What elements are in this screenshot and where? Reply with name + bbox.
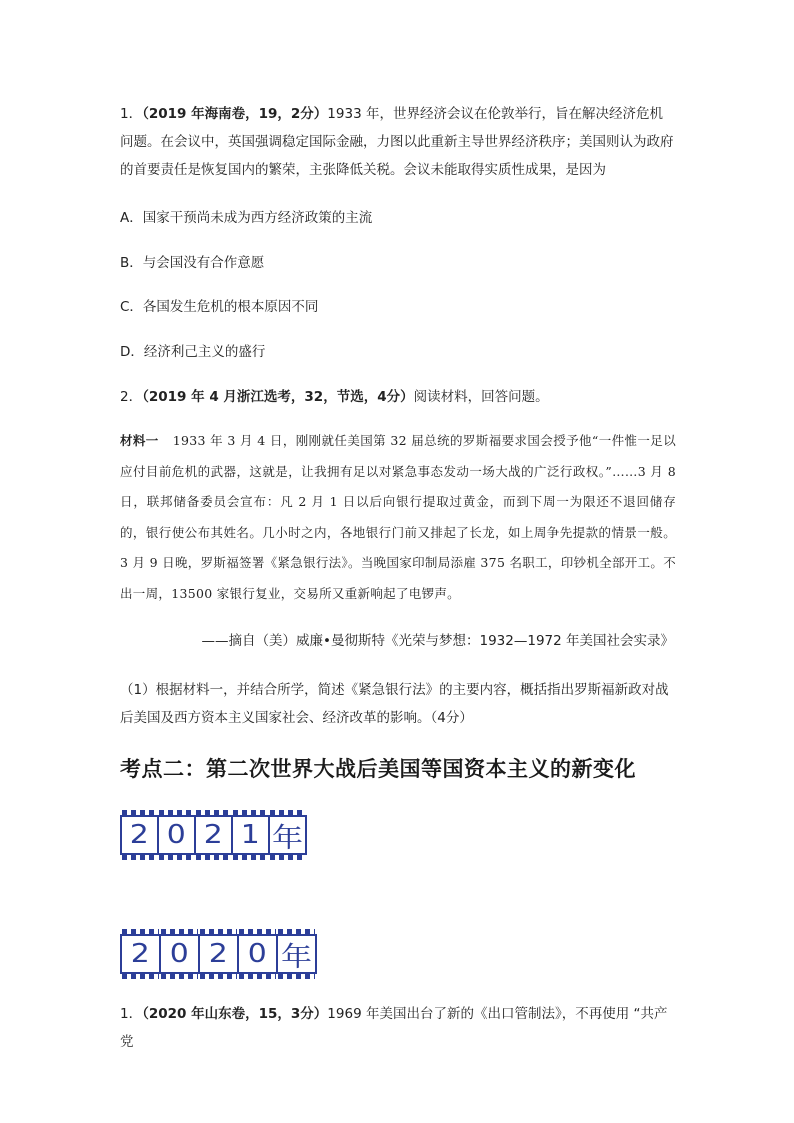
year-suffix: 年: [271, 822, 304, 854]
film-frame: [159, 815, 196, 855]
question-3-text: 1969 年美国出台了新的《出口管制法》，不再使用 “共产党: [120, 1006, 668, 1050]
year-banner-2021: [120, 815, 307, 855]
film-frame: [200, 934, 239, 974]
question-1-number: 1．: [120, 106, 143, 122]
film-frame: [120, 815, 159, 855]
year-digit: 2: [208, 939, 229, 969]
question-1-option-a: A．国家干预尚未成为西方经济政策的主流: [120, 210, 373, 226]
material-1-label: 材料一: [120, 433, 159, 448]
film-frame: [233, 815, 270, 855]
year-suffix: 年: [280, 941, 313, 973]
film-frame: [161, 934, 200, 974]
year-banner-2020: [120, 934, 317, 974]
question-2-source: （2019 年 4 月浙江选考，32，节选，4分）: [142, 389, 414, 405]
film-frame: [120, 934, 161, 974]
question-2-subquestion: （1）根据材料一，并结合所学，简述《紧急银行法》的主要内容，概括指出罗斯福新政对战后美国及西方资本主义国家社会、经济改革的影响。（4分）: [120, 682, 669, 726]
year-digit: 0: [166, 820, 187, 850]
year-digit: 0: [169, 939, 190, 969]
film-frame: [239, 934, 278, 974]
material-1: [120, 426, 676, 609]
material-1-text: 1933 年 3 月 4 日，刚刚就任美国第 32 届总统的罗斯福要求国会授予他“一件惟一足以应付目前危机的武器，这就是，让我拥有足以对紧急事态发动一场大战的广泛行政权。”……3 月 8 日，联邦储备委员会宣布：凡 2 月 1 日以后向银行提取过黄金，而到下周一为限还不退回储存的，银行使公布其姓名。几小时之内，各地银行门前又排起了长龙，如上周争先提款的情景一般。3 月 9 日晚，罗斯福签署《紧急银行法》。当晚国家印制局添雇 375 名职工，印钞机全部开工。不出一周，13500 家银行复业，交易所又重新响起了电锣声。: [120, 433, 676, 601]
question-2-number: 2．: [120, 389, 143, 405]
section-heading: 考点二：第二次世界大战后美国等国资本主义的新变化: [120, 757, 636, 781]
material-citation: ——摘自（美）威廉•曼彻斯特《光荣与梦想：1932—1972 年美国社会实录》: [201, 633, 674, 649]
year-digit: 0: [247, 939, 268, 969]
question-3-stem: [120, 1000, 676, 1056]
year-digit: 1: [240, 820, 261, 850]
year-digit: 2: [130, 939, 151, 969]
year-digit: 2: [129, 820, 150, 850]
question-2-text: 阅读材料，回答问题。: [413, 389, 549, 405]
film-frame: [278, 934, 317, 974]
film-frame: [196, 815, 233, 855]
question-2-stem: [120, 383, 676, 411]
question-1-option-c: C．各国发生危机的根本原因不同: [120, 299, 319, 315]
question-1-option-d: D．经济利己主义的盛行: [120, 344, 266, 360]
year-digit: 2: [203, 820, 224, 850]
question-1-stem: [120, 100, 676, 184]
question-3-source: （2020 年山东卷，15，3分）: [142, 1006, 328, 1022]
question-1-text: 1933 年，世界经济会议在伦敦举行，旨在解决经济危机问题。在会议中，英国强调稳定国际金融，力图以此重新主导世界经济秩序；美国则认为政府的首要责任是恢复国内的繁荣，主张降低关税。会议未能取得实质性成果，是因为: [120, 106, 674, 178]
question-1-option-b: B．与会国没有合作意愿: [120, 255, 265, 271]
film-frame: [270, 815, 307, 855]
question-1-source: （2019 年海南卷，19，2分）: [142, 106, 328, 122]
question-3-number: 1．: [120, 1006, 143, 1022]
